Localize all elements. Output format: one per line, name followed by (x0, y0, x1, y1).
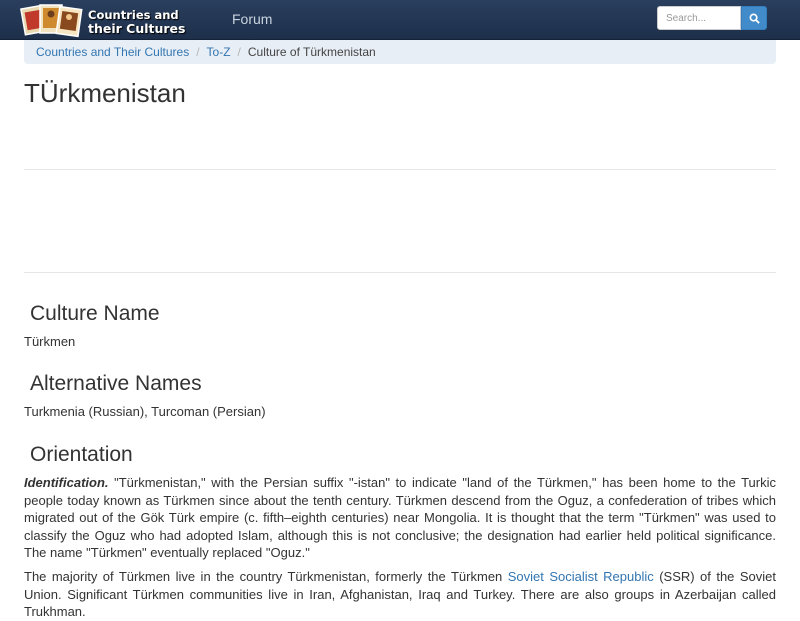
top-navbar (0, 0, 800, 40)
nav-forum-link[interactable]: Forum (232, 11, 273, 27)
breadcrumb-link-home[interactable]: Countries and Their Cultures (36, 45, 190, 59)
page-title: TÜrkmenistan (24, 78, 186, 108)
paragraph-2-text-after: (SSR) of the Soviet Union. Significant Türkmen communities live in Iran, Afghanistan, Iraq and Turkey. There are also groups in Azerbaijan called Trukhman. (24, 569, 776, 619)
breadcrumb-link-to-z[interactable]: To-Z (206, 45, 231, 59)
site-logo[interactable] (22, 3, 212, 37)
search-input[interactable] (657, 6, 741, 30)
search-icon (749, 13, 760, 24)
culture-name-text: Türkmen (24, 334, 76, 349)
section-heading-orientation: Orientation (30, 443, 133, 466)
identification-text: "Türkmenistan," with the Persian suffix "-istan" to indicate "land of the Türkmen," has been home to the Turkic people today known as Türkmen since about the tenth century. Türkmen descend from the Oguz, a confederation of tribes which migrated out of the Gök Türk empire (c. fifth–eighth centuries) near Mongolia. It is thought that the term "Türkmen" was used to classify the Oguz who had adopted Islam, although this is not conclusive; the designation had earlier held political significance. The name "Türkmen" eventually replaced "Oguz." (24, 475, 776, 560)
divider (24, 169, 776, 170)
section-heading-alternative-names: Alternative Names (30, 372, 202, 395)
search-button[interactable] (741, 6, 767, 30)
soviet-socialist-republic-link[interactable]: Soviet Socialist Republic (507, 569, 654, 584)
breadcrumb-separator: / (196, 45, 200, 59)
breadcrumb (24, 40, 776, 64)
ad-slot (24, 169, 776, 273)
orientation-paragraph-1 (24, 474, 776, 562)
paragraph-2-text-before: The majority of Türkmen live in the country Türkmenistan, formerly the Türkmen (24, 569, 508, 584)
breadcrumb-separator: / (237, 45, 241, 59)
alternative-names-text: Turkmenia (Russian), Turcoman (Persian) (24, 404, 266, 419)
logo-wordmark (88, 9, 218, 35)
logo-line-2: their Cultures (88, 21, 186, 36)
logo-photo-collage-icon (22, 4, 86, 38)
section-heading-culture-name: Culture Name (30, 302, 160, 325)
breadcrumb-current: Culture of Türkmenistan (247, 45, 376, 59)
orientation-paragraph-2 (24, 568, 776, 621)
identification-label: Identification. (24, 475, 109, 490)
logo-line-1: Countries and (88, 8, 179, 22)
divider (24, 272, 776, 273)
